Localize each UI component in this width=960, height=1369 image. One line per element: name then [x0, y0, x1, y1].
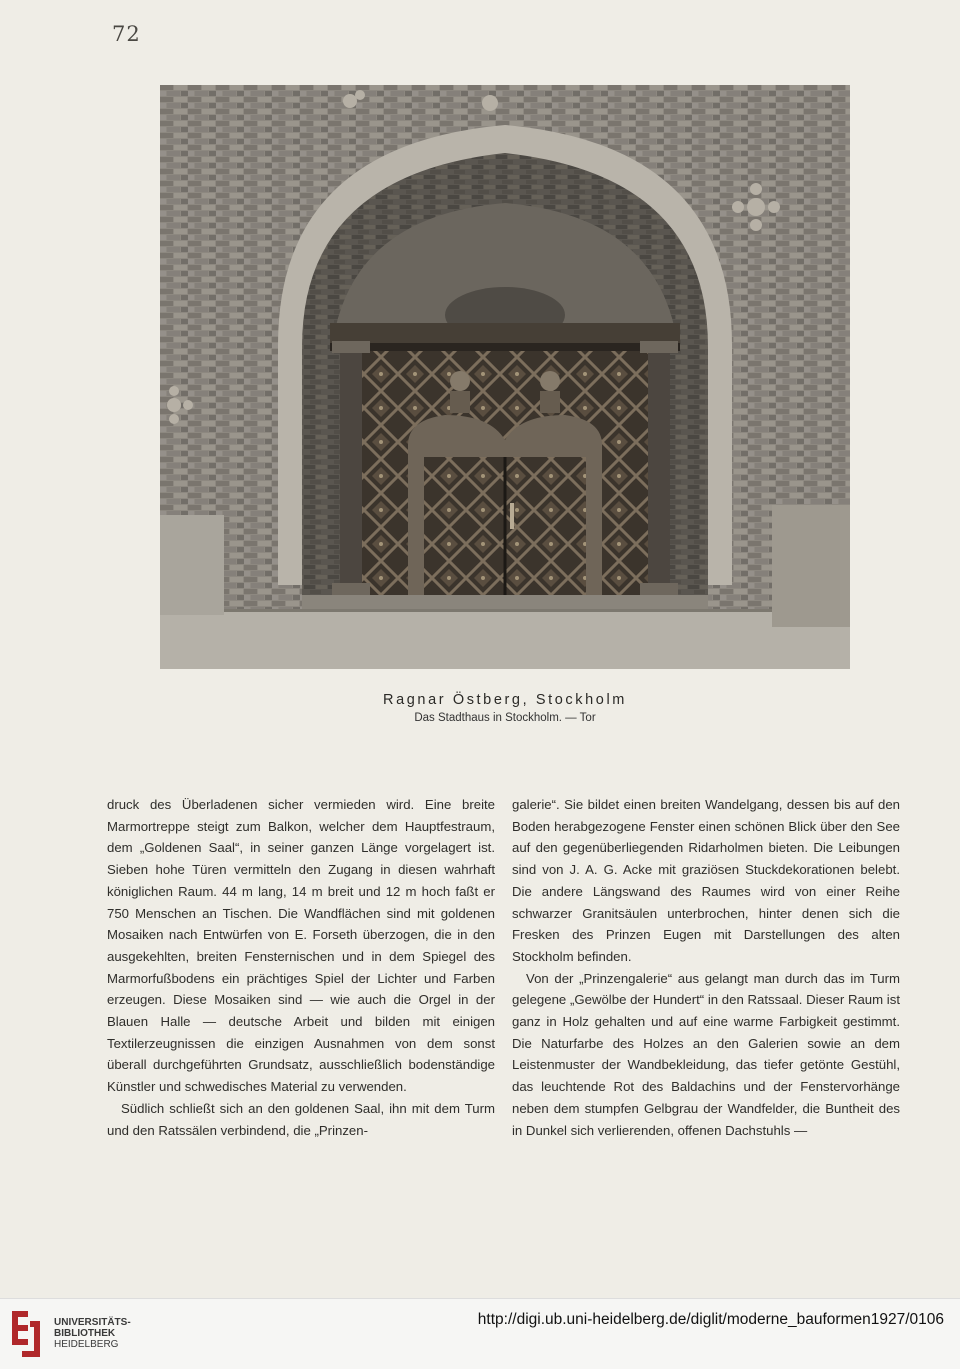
- caption-title: Ragnar Östberg, Stockholm: [383, 692, 627, 708]
- logo-line-1: UNIVERSITÄTS-: [54, 1317, 131, 1328]
- photo-icon: [160, 85, 850, 669]
- right-paragraph-1: galerie“. Sie bildet einen breiten Wandelgang, dessen bis auf den Boden herabgezogene Fenster einen schönen Blick über den See auf den gegenüberliegenden Ridarholmen bieten. Die Leibungen sind von J. A. G. Acke mit graziösen Stuckdekorationen belebt. Die andere Längswand des Raumes wird von einer Reihe schwarzer Granitsäulen unterbrochen, hinter denen sich die Fresken des Prinzen Eugen mit Darstellungen des alten Stockholm befinden.: [512, 797, 900, 964]
- source-url-link[interactable]: http://digi.ub.uni-heidelberg.de/diglit/moderne_bauformen1927/0106: [477, 1311, 944, 1328]
- right-paragraph-2: Von der „Prinzengalerie“ aus gelangt man durch das im Turm gelegene „Gewölbe der Hundert“ in den Ratssaal. Dieser Raum ist ganz in Holz gehalten und auf eine warme Farbigkeit gestimmt. Die Naturfarbe des Holzes an den Galerien sowie an dem Leistenmuster der Wandbekleidung, das tiefer getönte Gestühl, das leuchtende Rot des Baldachins und der Fenstervorhänge neben dem stumpfen Gelbgrau der Wandfelder, die Buntheit des in Dunkel sich verlierenden, offenen Dachstuhls —: [512, 970, 900, 1138]
- right-column: [512, 794, 900, 1141]
- footer-bar: [0, 1298, 960, 1369]
- logo-line-3: HEIDELBERG: [54, 1339, 119, 1350]
- left-paragraph-2: Südlich schließt sich an den goldenen Saal, ihn mit dem Turm und den Ratssälen verbindend, die „Prinzen-: [107, 1100, 495, 1138]
- gate-photograph: [160, 85, 850, 669]
- page-number: 72: [112, 22, 141, 46]
- left-column: [107, 794, 495, 1141]
- library-logo-text: [54, 1317, 131, 1350]
- caption-subtitle: Das Stadthaus in Stockholm. — Tor: [414, 712, 596, 724]
- left-paragraph-1: druck des Überladenen sicher vermieden wird. Eine breite Marmortreppe steigt zum Balkon, welcher dem Hauptfestraum, dem „Goldenen Saal“, in seiner ganzen Länge vorgelagert ist. Sieben hohe Türen vermitteln den Zugang in diesen wahrhaft königlichen Raum. 44 m lang, 14 m breit und 12 m hoch faßt er 750 Menschen an Tischen. Die Wandflächen sind mit goldenen Mosaiken nach Entwürfen von E. Forseth überzogen, die in den ausgekehlten, breiten Fensternischen und in dem Spiegel des Marmorfußbodens ein prächtiges Spiel der Lichter und Farben erzeugen. Diese Mosaiken sind — wie auch die Orgel in der Blauen Halle — deutsche Arbeit und bilden mit einigen Textilerzeugnissen die einzigen Ausnahmen von dem sonst überall durchgeführten Grundsatz, ausschließlich bodenständige Künstler und schwedisches Material zu verwenden.: [107, 797, 495, 1095]
- library-logo-icon: [8, 1309, 44, 1359]
- logo-line-2: BIBLIOTHEK: [54, 1328, 116, 1339]
- figure-caption: [160, 690, 850, 726]
